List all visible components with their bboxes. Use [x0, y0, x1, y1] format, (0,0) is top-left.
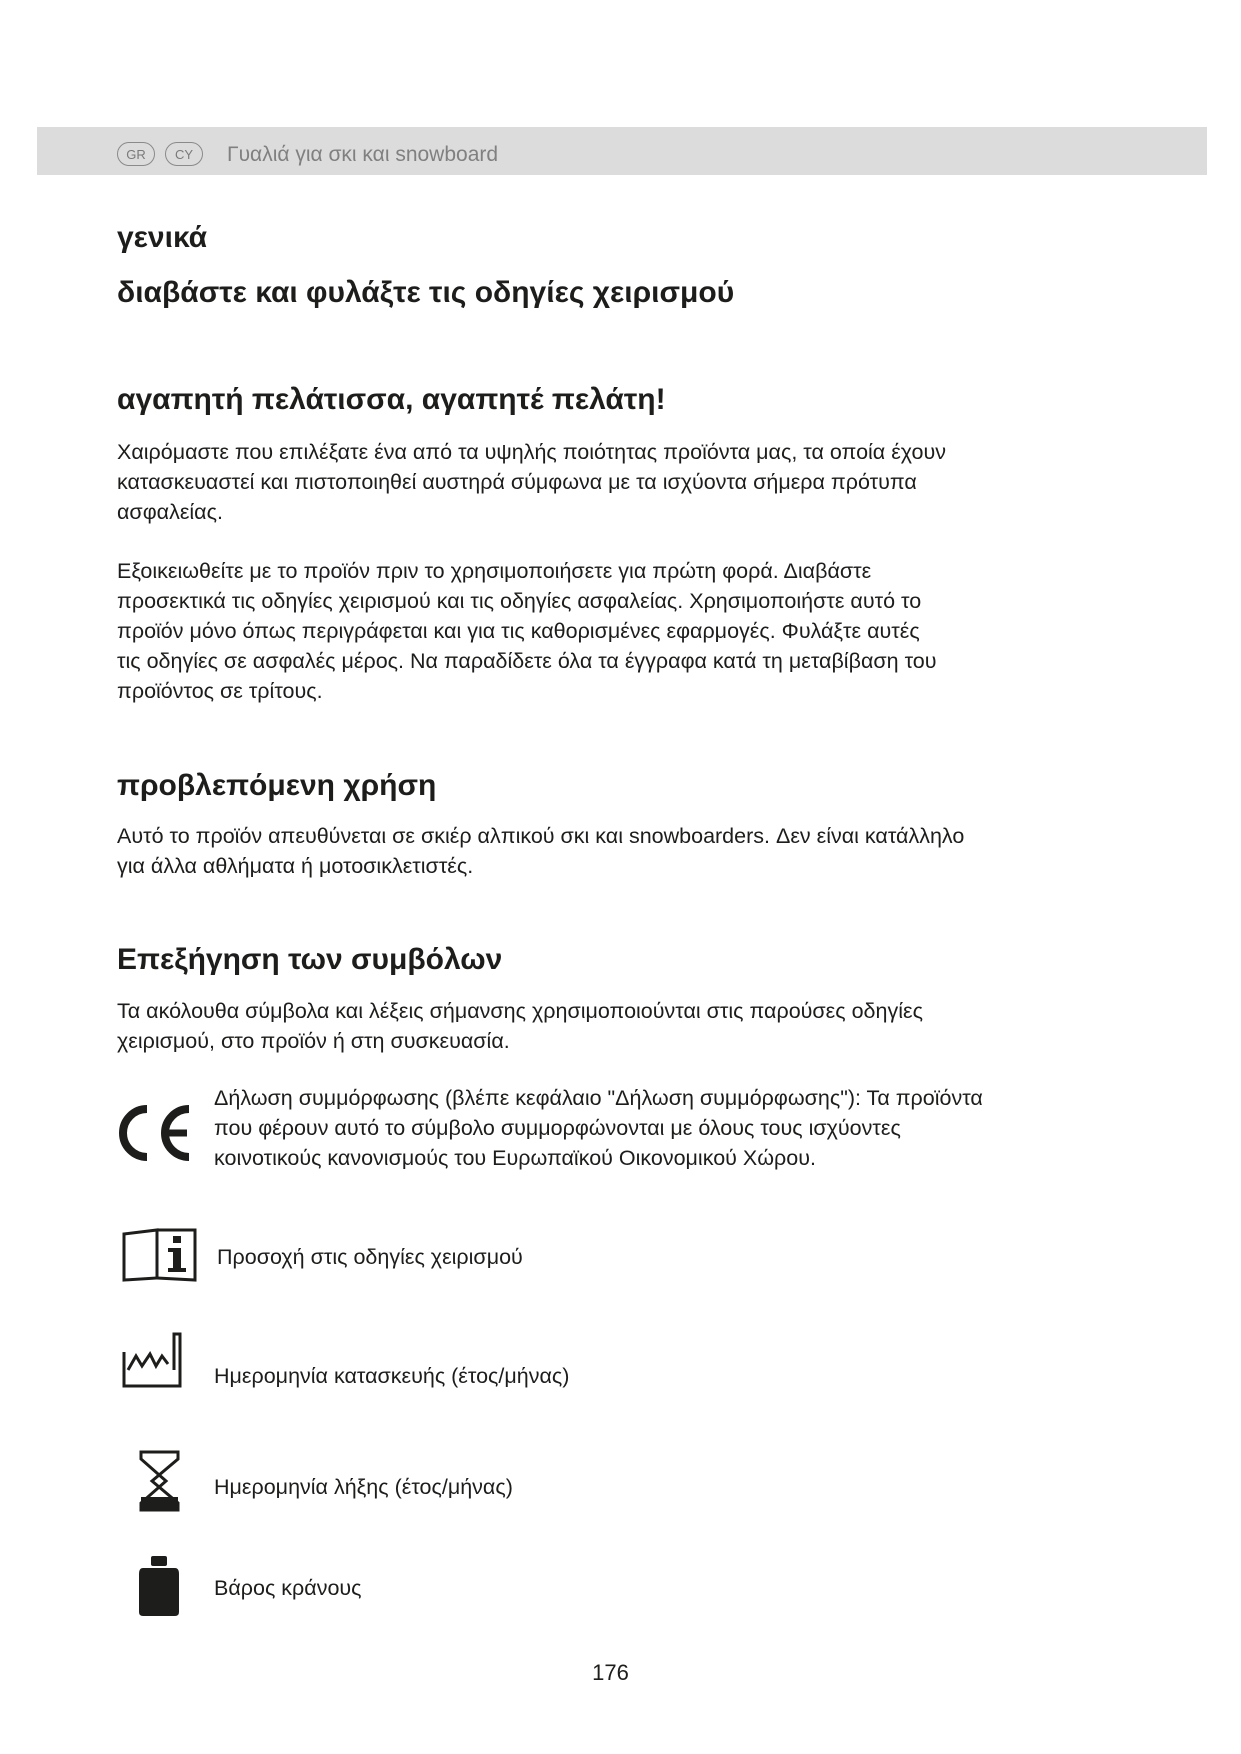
symbol-desc-ce [214, 1083, 983, 1173]
customer-paragraph-1 [117, 437, 946, 527]
section-heading-customer: αγαπητή πελάτισσα, αγαπητέ πελάτη! [117, 383, 666, 416]
symbol-desc-manual: Προσοχή στις οδηγίες χειρισμού [217, 1245, 523, 1269]
header-band [37, 127, 1207, 175]
ce-mark-icon [113, 1103, 193, 1163]
text-line: χειρισμού, στο προϊόν ή στη συσκευασία. [117, 1029, 510, 1053]
symbol-desc-expiry-date: Ημερομηνία λήξης (έτος/μήνας) [214, 1475, 513, 1499]
text-line: ασφαλείας. [117, 500, 223, 524]
text-line: Εξοικειωθείτε με το προϊόν πριν το χρησιμοποιήσετε για πρώτη φορά. Διαβάστε [117, 559, 872, 583]
text-line: προϊόντος σε τρίτους. [117, 679, 323, 703]
symbols-intro-paragraph [117, 996, 923, 1056]
symbol-desc-weight: Βάρος κράνους [214, 1576, 362, 1600]
section-heading-intended-use: προβλεπόμενη χρήση [117, 769, 437, 802]
text-line: Αυτό το προϊόν απευθύνεται σε σκιέρ αλπικού σκι και snowboarders. Δεν είναι κατάλληλο [117, 824, 965, 848]
manual-info-icon [121, 1228, 199, 1282]
page-number: 176 [592, 1660, 629, 1685]
text-line: τις οδηγίες σε ασφαλές μέρος. Να παραδίδετε όλα τα έγγραφα κατά τη μεταβίβαση του [117, 649, 937, 673]
weight-icon [137, 1554, 181, 1618]
section-subheading-read-keep: διαβάστε και φυλάξτε τις οδηγίες χειρισμού [117, 276, 735, 309]
manufacture-date-icon [122, 1332, 184, 1388]
text-line: προσεκτικά τις οδηγίες χειρισμού και τις οδηγίες ασφαλείας. Χρησιμοποιήστε αυτό το [117, 589, 922, 613]
intended-use-paragraph [117, 821, 964, 881]
text-line: κοινοτικούς κανονισμούς του Ευρωπαϊκού Οικονομικού Χώρου. [214, 1146, 816, 1170]
header-title: Γυαλιά για σκι και snowboard [227, 143, 499, 166]
customer-paragraph-2 [117, 556, 937, 706]
expiry-date-icon [138, 1449, 182, 1513]
section-heading-general: γενικά [117, 221, 208, 254]
text-line: για άλλα αθλήματα ή μοτοσικλετιστές. [117, 854, 474, 878]
text-line: Χαιρόμαστε που επιλέξατε ένα από τα υψηλής ποιότητας προϊόντα μας, τα οποία έχουν [117, 440, 946, 464]
language-badge-gr: GR [117, 142, 155, 166]
language-badge-cy: CY [165, 142, 203, 166]
symbol-desc-manufacture-date: Ημερομηνία κατασκευής (έτος/μήνας) [214, 1364, 570, 1388]
text-line: προϊόν μόνο όπως περιγράφεται και για τις καθορισμένες εφαρμογές. Φυλάξτε αυτές [117, 619, 920, 643]
section-heading-symbols: Επεξήγηση των συμβόλων [117, 943, 503, 976]
text-line: κατασκευαστεί και πιστοποιηθεί αυστηρά σύμφωνα με τα ισχύοντα σήμερα πρότυπα [117, 470, 917, 494]
text-line: Δήλωση συμμόρφωσης (βλέπε κεφάλαιο "Δήλωση συμμόρφωσης"): Τα προϊόντα [214, 1086, 983, 1110]
text-line: που φέρουν αυτό το σύμβολο συμμορφώνονται με όλους τους ισχύοντες [214, 1116, 901, 1140]
text-line: Τα ακόλουθα σύμβολα και λέξεις σήμανσης χρησιμοποιούνται στις παρούσες οδηγίες [117, 999, 923, 1023]
